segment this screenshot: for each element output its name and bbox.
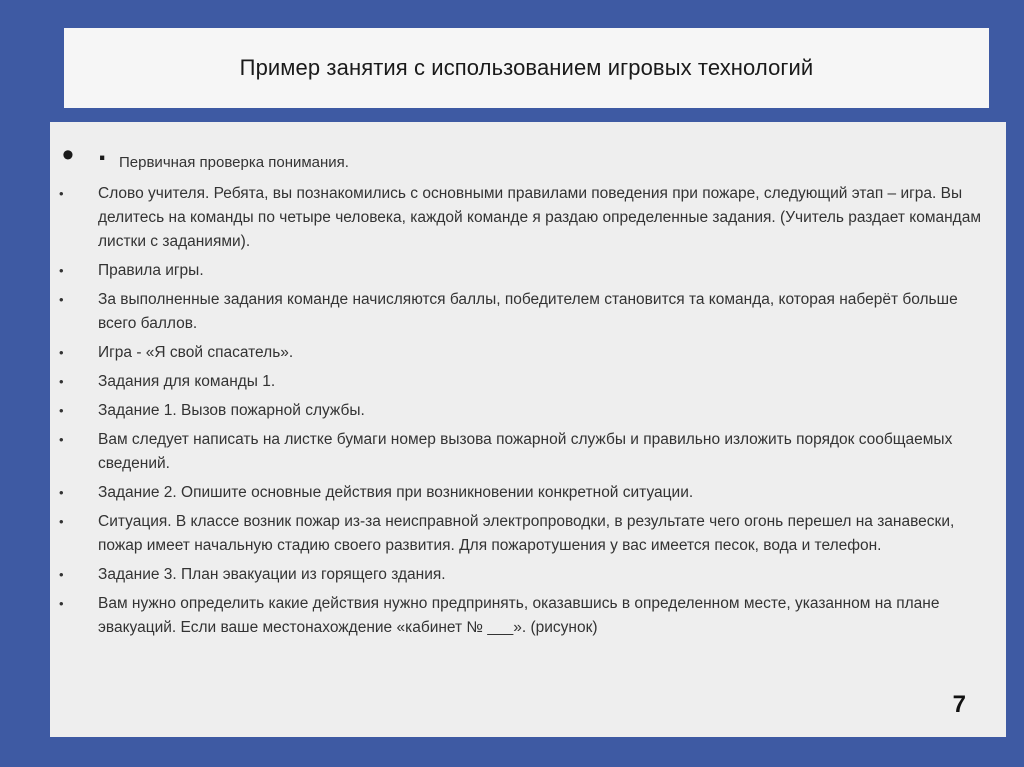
- list-item: [50, 182, 1006, 254]
- bullet-icon: •: [59, 186, 64, 201]
- bullet-icon: •: [59, 374, 64, 389]
- list-item-text: Задание 1. Вызов пожарной службы.: [98, 402, 365, 419]
- first-item-text: Первичная проверка понимания.: [119, 154, 349, 171]
- list-item-text: Слово учителя. Ребята, вы познакомились с основными правилами поведения при пожаре, следующий этап – игра. Вы делитесь на команды по четыре человека, каждой команде я раздаю определенные задания. (Учитель раздает командам листки с заданиями).: [98, 185, 981, 250]
- list-item-text: Правила игры.: [98, 262, 204, 279]
- list-item: [50, 563, 1006, 587]
- list-item-text: Ситуация. В классе возник пожар из-за неисправной электропроводки, в результате чего огонь перешел на занавески, пожар имеет начальную стадию своего развития. Для пожаротушения у вас имеется песок, вода и телефон.: [98, 513, 955, 554]
- content-box: [50, 122, 1006, 737]
- list-item-text: Задания для команды 1.: [98, 373, 276, 390]
- list-item-text: Задание 3. План эвакуации из горящего здания.: [98, 566, 446, 583]
- bullet-icon: •: [59, 263, 64, 278]
- list-item-text: Игра - «Я свой спасатель».: [98, 344, 294, 361]
- bullet-list: [50, 182, 1006, 640]
- list-item-text: Вам следует написать на листке бумаги номер вызова пожарной службы и правильно изложить порядок сообщаемых сведений.: [98, 431, 953, 472]
- bullet-icon: •: [59, 567, 64, 582]
- list-item: [50, 259, 1006, 283]
- list-item: [50, 481, 1006, 505]
- page-number: 7: [952, 691, 966, 718]
- list-item: [50, 370, 1006, 394]
- title-box: [64, 28, 989, 108]
- slide-title: Пример занятия с использованием игровых технологий: [239, 55, 814, 80]
- bullet-icon: •: [59, 596, 64, 611]
- list-item: [50, 341, 1006, 365]
- dot-marker: .: [98, 134, 107, 167]
- bullet-icon: •: [59, 432, 64, 447]
- bullet-icon: •: [59, 403, 64, 418]
- big-bullet-icon: •: [62, 136, 74, 174]
- list-item-text: Задание 2. Опишите основные действия при возникновении конкретной ситуации.: [98, 484, 694, 501]
- list-item: [50, 510, 1006, 558]
- list-item: [50, 399, 1006, 423]
- bullet-icon: •: [59, 514, 64, 529]
- bullet-icon: •: [59, 292, 64, 307]
- first-item: [50, 134, 1006, 182]
- list-item: [50, 592, 1006, 640]
- list-item: [50, 288, 1006, 336]
- bullet-icon: •: [59, 485, 64, 500]
- list-item-text: За выполненные задания команде начисляются баллы, победителем становится та команда, которая наберёт больше всего баллов.: [98, 291, 958, 332]
- list-item: [50, 428, 1006, 476]
- list-item-text: Вам нужно определить какие действия нужно предпринять, оказавшись в определенном месте, указанном на плане эвакуаций. Если ваше местонахождение «кабинет № ___». (рисунок): [98, 595, 940, 636]
- bullet-icon: •: [59, 345, 64, 360]
